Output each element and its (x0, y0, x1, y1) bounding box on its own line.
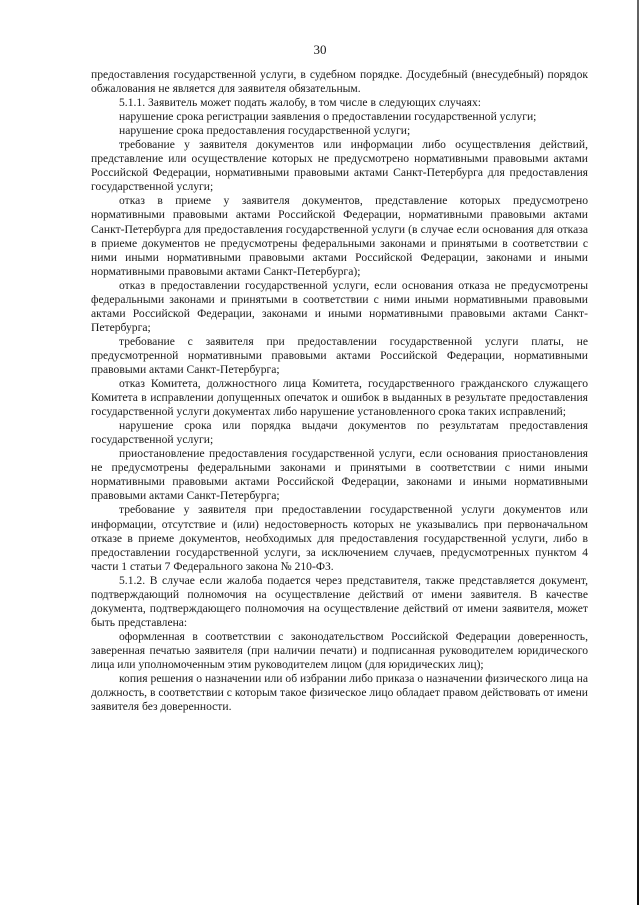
paragraph-case-payment: требование с заявителя при предоставлении государственной услуги платы, не предусмотренной нормативными правовыми актами Российской Федерации, нормативными правовыми актами Санкт-Петербурга; (91, 334, 588, 376)
document-body (91, 68, 588, 714)
paragraph-5-1-2: 5.1.2. В случае если жалоба подается через представителя, также представляется документ, подтверждающий полномочия на осуществление действий от имени заявителя. В качестве документа, подтверждающего полномочия на осуществление действий от имени заявителя, может быть представлена: (91, 573, 588, 629)
paragraph-case-refusal-service: отказ в предоставлении государственной услуги, если основания отказа не предусмотрены федеральными законами и принятыми в соответствии с ними иными нормативными правовыми актами Российской Федерации, законами и иными нормативными правовыми актами Санкт-Петербурга; (91, 278, 588, 334)
paragraph-case-issuance: нарушение срока или порядка выдачи документов по результатам предоставления государственной услуги; (91, 419, 588, 447)
page-number: 30 (313, 42, 327, 57)
paragraph-power-of-attorney: оформленная в соответствии с законодательством Российской Федерации доверенность, заверенная печатью заявителя (при наличии печати) и подписанная руководителем юридического лица или уполномоченным этим руководителем лицом (для юридических лиц); (91, 629, 588, 671)
paragraph-case-documents-demand: требование у заявителя документов или информации либо осуществления действий, представление или осуществление которых не предусмотрено нормативными правовыми актами Российской Федерации, нормативными правовыми актами Санкт-Петербурга для предоставления государственной услуги; (91, 138, 588, 194)
paragraph-appointment-copy: копия решения о назначении или об избрании либо приказа о назначении физического лица на должность, в соответствии с которым такое физическое лицо обладает правом действовать от имени заявителя без доверенности. (91, 672, 588, 714)
paragraph-intro: предоставления государственной услуги, в судебном порядке. Досудебный (внесудебный) порядок обжалования не является для заявителя обязательным. (91, 68, 588, 96)
scan-edge (637, 0, 639, 905)
paragraph-case-suspension: приостановление предоставления государственной услуги, если основания приостановления не предусмотрены федеральными законами и принятыми в соответствии с ними иными нормативными правовыми актами Российской Федерации, законами и иными нормативными правовыми актами Санкт-Петербурга; (91, 447, 588, 503)
paragraph-case-corrections: отказ Комитета, должностного лица Комитета, государственного гражданского служащего Комитета в исправлении допущенных опечаток и ошибок в выданных в результате предоставления государственной услуги документах либо нарушение установленного срока таких исправлений; (91, 377, 588, 419)
paragraph-case-missing-info: требование у заявителя при предоставлении государственной услуги документов или информации, отсутствие и (или) недостоверность которых не указывались при первоначальном отказе в приеме документов, необходимых для предоставления государственной услуги, либо в предоставлении государственной услуги, за исключением случаев, предусмотренных пунктом 4 части 1 статьи 7 Федерального закона № 210-ФЗ. (91, 503, 588, 573)
paragraph-case-registration: нарушение срока регистрации заявления о предоставлении государственной услуги; (119, 110, 537, 124)
paragraph-case-term: нарушение срока предоставления государственной услуги; (119, 124, 411, 138)
paragraph-5-1-1: 5.1.1. Заявитель может подать жалобу, в том числе в следующих случаях: (119, 96, 481, 110)
paragraph-case-refusal-acceptance: отказ в приеме у заявителя документов, представление которых предусмотрено нормативными правовыми актами Российской Федерации, нормативными правовыми актами Санкт-Петербурга для предоставления государственной услуги (в случае если основания для отказа в приеме документов не предусмотрены федеральными законами и принятыми в соответствии с ними иными нормативными правовыми актами Российской Федерации, законами и иными нормативными правовыми актами Санкт-Петербурга); (91, 194, 588, 278)
